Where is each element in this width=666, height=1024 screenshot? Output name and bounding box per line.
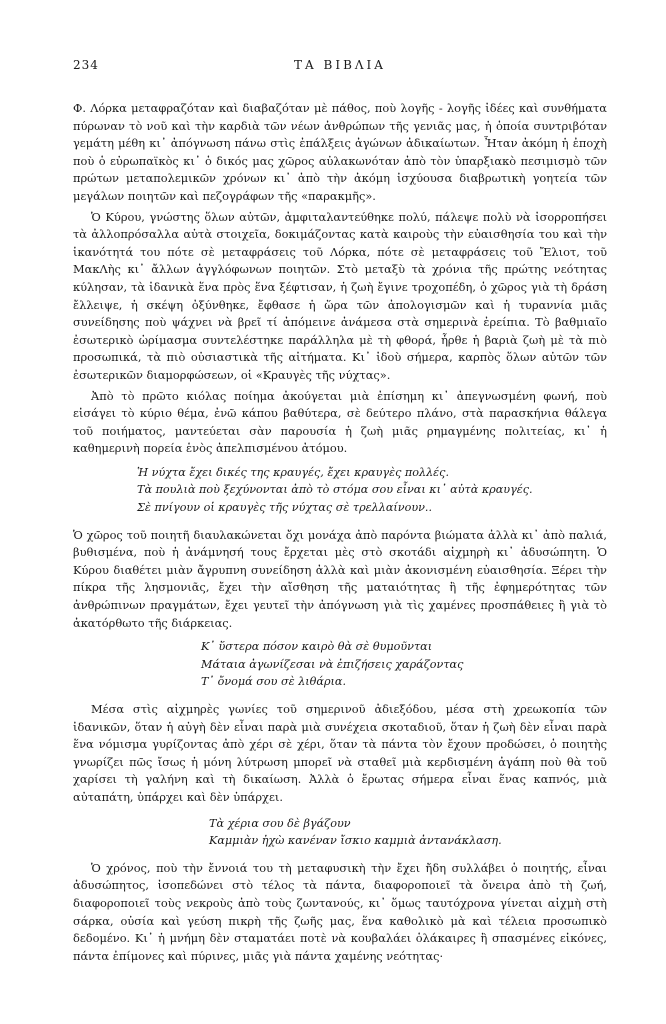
- poem-line: Κ᾽ ὕστερα πόσον καιρὸ θὰ σὲ θυμοῦνται: [201, 640, 433, 654]
- paragraph-6: Ὁ χρόνος, ποὺ τὴν ἔννοιά του τὴ μεταφυσικὴ τὴν ἔχει ἤδη συλλάβει ὁ ποιητής, εἶναι ἀδυσώπητος, ἰσοπεδώνει στὸ τέλος τὰ πάντα, διαφοροποιεῖ τὰ ὄνειρα ἀπὸ τὴ ζωή, διαφοροποιεῖ τοὺς νεκροὺς ἀπὸ τοὺς ζωντανούς, κι᾽ ὅμως ταυτόχρονα γίνεται αἰχμὴ στὴ σάρκα, οὐσία καὶ γεύση πικρὴ τῆς ζωῆς μας, ἕνα καθολικὸ μὰ καὶ τέλεια προσωπικὸ δεδομένο. Κι᾽ ἡ μνήμη δὲν σταματάει ποτὲ νὰ κουβαλάει ὁλάκαιρες ἢ σπασμένες εἰκόνες, πάντα ἐπίμονες καὶ πύρινες, μιᾶς γιὰ πάντα χαμένης νεότητας·: [73, 860, 607, 963]
- running-head: [73, 58, 607, 78]
- paragraph-1: Φ. Λόρκα μεταφραζόταν καὶ διαβαζόταν μὲ πάθος, ποὺ λογῆς - λογῆς ἰδέες καὶ συνθήματα πύρωναν τὸ νοῦ καὶ τὴν καρδιὰ τῶν νέων ἀνθρώπων τῆς γενιᾶς μας, ἡ ὁποία συντριβόταν γεμάτη μέθη κι᾽ ἀπόγνωση πάνω στὶς ἐπάλξεις ἀγώνων ἀδικαίωτων. Ἦταν ἀκόμη ἡ ἐποχὴ ποὺ ὁ εὐρωπαϊκὸς κι᾽ ὁ δικός μας χῶρος αὐλακωνόταν ἀπὸ τὸν ὑπαρξιακὸ πεσιμισμὸ τῶν πρώτων μεταπολεμικῶν χρόνων κι᾽ ἀπὸ τὴν ἀκόμη ἰσχύουσα διαβρωτικὴ γοητεία τῶν μεγάλων ποιητῶν καὶ πεζογράφων τῆς «παρακμῆς».: [73, 101, 607, 203]
- poem-quote-1: [73, 464, 607, 517]
- poem-line: Καμμιὰν ἠχὼ κανέναν ἴσκιο καμμιὰ ἀντανάκλαση.: [209, 834, 502, 848]
- paragraph-5: Μέσα στὶς αἰχμηρὲς γωνίες τοῦ σημερινοῦ ἀδιεξόδου, μέσα στὴ χρεωκοπία τῶν ἰδανικῶν, ὅταν ἡ αὐγὴ δὲν εἶναι παρὰ μιὰ συνέχεια σκοταδιοῦ, ὅταν ἡ ζωὴ δὲν εἶναι παρὰ ἕνα νόμισμα γυρίζοντας ἀπὸ χέρι σὲ χέρι, ὅταν τὰ πάντα τὸν ἔχουν προδώσει, ὁ ποιητὴς γνωρίζει πῶς ἴσως ἡ μόνη λύτρωση μπορεῖ νὰ σταθεῖ μιὰ κερδισμένη ἀγάπη ποὺ θὰ τοῦ χαρίσει τὴ γαλήνη καὶ τὴ δικαίωση. Ἀλλὰ ὁ ἔρωτας σήμερα εἶναι ἕνας καπνός, μιὰ αὐταπάτη, ὑπάρχει καὶ δὲν ὑπάρχει.: [73, 702, 607, 804]
- poem-line: Τὰ πουλιὰ ποὺ ξεχύνονται ἀπὸ τὸ στόμα σου εἶναι κι᾽ αὐτὰ κραυγές.: [137, 483, 533, 497]
- paragraph-2: Ὁ Κύρου, γνώστης ὅλων αὐτῶν, ἀμφιταλαντεύθηκε πολύ, πάλεψε πολὺ νὰ ἰσορροπήσει τὰ ἀλλοπρόσαλλα αὐτὰ στοιχεῖα, δοκιμάζοντας κατὰ καιροὺς τὴν εὐαισθησία του καὶ τὴν ἱκανότητά του πότε σὲ μεταφράσεις τοῦ Λόρκα, πότε σὲ μεταφράσεις τοῦ Ἔλιοτ, τοῦ ΜακΛὴς κι᾽ ἄλλων ἀγγλόφωνων ποιητῶν. Στὸ μεταξὺ τὰ χρόνια τῆς πρώτης νεότητας κύλησαν, τὰ ἰδανικὰ ἕνα πρὸς ἕνα ξέφτισαν, ἡ ζωὴ ἔγινε τροχοπέδη, ὁ χῶρος γιὰ τὴ δράση ἔλλειψε, ἡ σκέψη ὀξύνθηκε, ἔφθασε ἡ ὥρα τῶν ἀπολογισμῶν καὶ ἡ τυραννία μιᾶς συνείδησης ποὺ ψάχνει νὰ βρεῖ τί ἀπόμεινε ἀνάμεσα στὰ σημερινὰ ἐρείπια. Τὸ βαθμιαῖο ἐσωτερικὸ ὡρίμασμα συντελέστηκε παράλληλα μὲ τὴ φθορά, ἦρθε ἡ βαριὰ ζωὴ μὲ τὰ πιὸ προσωπικά, τὰ πιὸ οὐσιαστικὰ τῆς αἰτήματα. Κι᾽ ἰδοὺ σήμερα, καρπὸς ὅλων αὐτῶν τῶν ἐσωτερικῶν διαμορφώσεων, οἱ «Κραυγὲς τῆς νύχτας».: [73, 209, 607, 382]
- poem-quote-3: [73, 815, 607, 850]
- page: [73, 58, 607, 968]
- poem-line: Σὲ πνίγουν οἱ κραυγὲς τῆς νύχτας σὲ τρελλαίνουν..: [137, 501, 433, 515]
- page-number: 234: [73, 58, 99, 72]
- paragraph-4: Ὁ χῶρος τοῦ ποιητῆ διαυλακώνεται ὄχι μονάχα ἀπὸ παρόντα βιώματα ἀλλὰ κι᾽ ἀπὸ παλιά, βυθισμένα, ποὺ ἡ ἀνάμνησή τους ἔρχεται μὲς στὸ σκοτάδι αἰχμηρὴ κι᾽ ἀδυσώπητη. Ὁ Κύρου διαθέτει μιὰν ἄγρυπνη συνείδηση ἀλλὰ καὶ μιὰν ἀκονισμένη εὐαισθησία. Ξέρει τὴν πίκρα τῆς λησμονιᾶς, ἔχει τὴν αἴσθηση τῆς ματαιότητας ἢ τῆς ἐφημερότητας τῶν ἀνθρώπινων πραγμάτων, ἔχει γευτεῖ τὴν ἀπόγνωση γιὰ τὶς χαμένες προσπάθειες ἢ γιὰ τὸ ἀκατόρθωτο τῆς διάρκειας.: [73, 527, 607, 630]
- poem-line: Ἡ νύχτα ἔχει δικές της κραυγές, ἔχει κραυγὲς πολλές.: [137, 465, 450, 479]
- poem-line: Τ᾽ ὄνομά σου σὲ λιθάρια.: [201, 675, 347, 689]
- section-title: ΤΑ ΒΙΒΛΙΑ: [294, 58, 386, 72]
- poem-quote-2: [73, 638, 607, 691]
- poem-line: Τὰ χέρια σου δὲ βγάζουν: [209, 816, 351, 830]
- paragraph-3: Ἀπὸ τὸ πρῶτο κιόλας ποίημα ἀκούγεται μιὰ ἐπίσημη κι᾽ ἀπεγνωσμένη φωνή, ποὺ εἰσάγει τὸ κύριο θέμα, ἐνῶ κάπου βαθύτερα, σὲ δεύτερο πλάνο, στὰ παρασκήνια θάλεγα τοῦ ποιήματος, μαντεύεται σὰν παρουσία ἡ ζωὴ μιᾶς ρημαγμένης πολιτείας, κι᾽ ἡ καθημερινὴ πορεία ἑνὸς ἀπελπισμένου ἀτόμου.: [73, 388, 607, 456]
- poem-line: Μάταια ἀγωνίζεσαι νὰ ἐπιζήσεις χαράζοντας: [201, 657, 464, 671]
